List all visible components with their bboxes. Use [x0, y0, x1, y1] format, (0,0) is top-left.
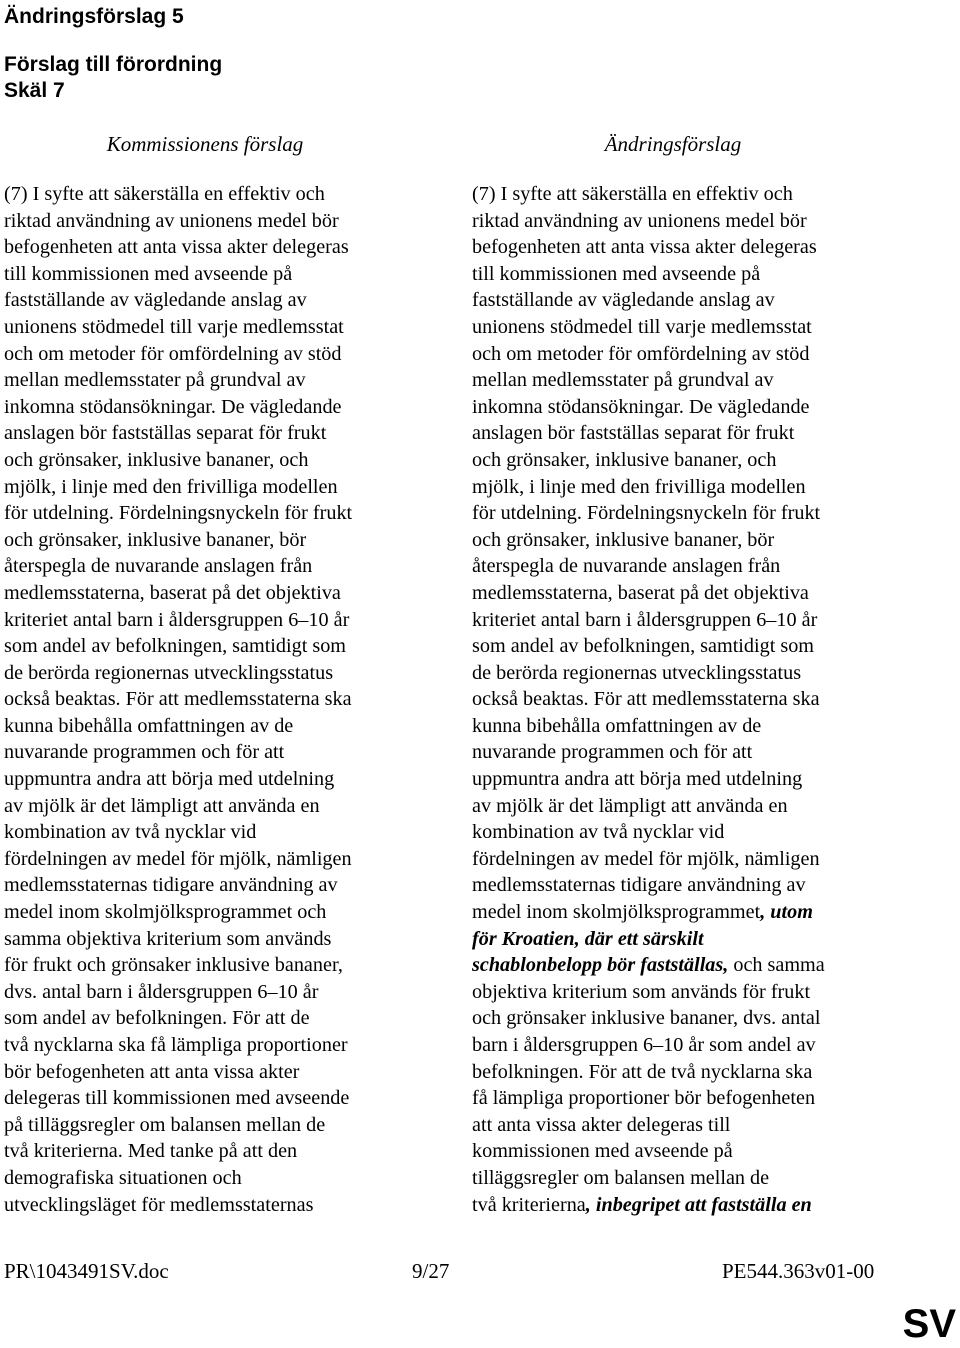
text-line: medlemsstaternas tidigare användning av [4, 874, 338, 897]
text-line: de berörda regionernas utvecklingsstatus [472, 661, 802, 684]
amendment-text [472, 181, 825, 1218]
text-line: av mjölk är det lämpligt att använda en [4, 794, 320, 817]
text-line: kombination av två nycklar vid [472, 821, 725, 844]
text-line: till kommissionen med avseende på [472, 262, 761, 285]
text-line: på tilläggsregler om balansen mellan de [4, 1113, 326, 1136]
document-reference: PR\1043491SV.doc [4, 1259, 169, 1283]
text-line: medlemsstaterna, baserat på det objektiva [472, 581, 809, 604]
proposal-label: Förslag till förordning [4, 53, 223, 76]
page-number: 9/27 [412, 1259, 450, 1283]
text-line: medel inom skolmjölksprogrammet och [4, 901, 327, 924]
text-line: för utdelning. Fördelningsnyckeln för frukt [472, 502, 821, 525]
text-line: fördelningen av medel för mjölk, nämligen [4, 847, 352, 870]
amended-text-segment: schablonbelopp bör fastställas, [472, 954, 729, 977]
text-line: kunna bibehålla omfattningen av de [4, 714, 294, 737]
text-line: riktad användning av unionens medel bör [472, 209, 807, 232]
text-line: återspegla de nuvarande anslagen från [472, 555, 781, 578]
text-line: befolkningen. För att de två nycklarna ska [472, 1060, 813, 1083]
text-line: och grönsaker, inklusive bananer, bör [472, 528, 775, 551]
text-line [472, 899, 825, 926]
text-line: fastställande av vägledande anslag av [4, 289, 307, 312]
text-line: inkomna stödansökningar. De vägledande [4, 395, 342, 418]
text-line: mellan medlemsstater på grundval av [4, 369, 306, 392]
text-line: som andel av befolkningen, samtidigt som [472, 635, 815, 658]
text-line: två kriterierna. Med tanke på att den [4, 1140, 298, 1163]
text-line: tilläggsregler om balansen mellan de [472, 1166, 770, 1189]
text-line: (7) I syfte att säkerställa en effektiv och [4, 183, 325, 205]
pe-reference: PE544.363v01-00 [722, 1259, 875, 1283]
text-line: de berörda regionernas utvecklingsstatus [4, 661, 334, 684]
text-line: av mjölk är det lämpligt att använda en [472, 794, 788, 817]
amendment-heading: Ändringsförslag [604, 132, 742, 156]
amended-text-segment: , utom [760, 901, 813, 924]
text-line: samma objektiva kriterium som används [4, 927, 332, 950]
text-line: dvs. antal barn i åldersgruppen 6–10 år [4, 980, 319, 1003]
text-line: medlemsstaterna, baserat på det objektiva [4, 581, 341, 604]
text-line: fastställande av vägledande anslag av [472, 289, 775, 312]
amended-text-segment: , inbegripet att fastställa en [585, 1193, 812, 1216]
text-line: kommissionen med avseende på [472, 1140, 733, 1163]
text-line: bör befogenheten att anta vissa akter [4, 1060, 300, 1083]
text-line: och grönsaker, inklusive bananer, bör [4, 528, 307, 551]
text-line: uppmuntra andra att börja med utdelning [4, 768, 335, 791]
text-line: och grönsaker inklusive bananer, dvs. antal [472, 1007, 821, 1030]
text-line: fördelningen av medel för mjölk, nämligen [472, 847, 820, 870]
text-line: till kommissionen med avseende på [4, 262, 293, 285]
amended-text-segment: för Kroatien, där ett särskilt [472, 927, 704, 950]
text-line: mjölk, i linje med den frivilliga modellen [4, 475, 338, 498]
text-line: delegeras till kommissionen med avseende [4, 1087, 350, 1110]
text-segment: och samma [728, 954, 825, 977]
text-line: anslagen bör fastställas separat för frukt [4, 422, 327, 445]
text-line: anslagen bör fastställas separat för frukt [472, 422, 795, 445]
text-line: nuvarande programmen och för att [472, 741, 753, 764]
text-line: uppmuntra andra att börja med utdelning [472, 768, 803, 791]
text-line: också beaktas. För att medlemsstaterna ska [472, 688, 820, 711]
text-line: befogenheten att anta vissa akter delegeras [4, 236, 349, 259]
text-segment: två kriterierna [472, 1193, 586, 1216]
text-line: och grönsaker, inklusive bananer, och [472, 448, 777, 471]
text-line: och om metoder för omfördelning av stöd [4, 342, 342, 365]
recital-label: Skäl 7 [4, 79, 65, 102]
text-line: demografiska situationen och [4, 1166, 242, 1189]
text-segment: medel inom skolmjölksprogrammet [472, 901, 761, 924]
text-line: riktad användning av unionens medel bör [4, 209, 339, 232]
text-line: objektiva kriterium som används för frukt [472, 980, 811, 1003]
text-line [472, 952, 825, 979]
text-line: kunna bibehålla omfattningen av de [472, 714, 762, 737]
text-line: inkomna stödansökningar. De vägledande [472, 395, 810, 418]
text-line: unionens stödmedel till varje medlemsstat [4, 315, 344, 338]
text-line: och grönsaker, inklusive bananer, och [4, 448, 309, 471]
text-line: kriteriet antal barn i åldersgruppen 6–10 år [472, 608, 818, 631]
text-line: för utdelning. Fördelningsnyckeln för frukt [4, 502, 353, 525]
text-line: utvecklingsläget för medlemsstaternas [4, 1193, 314, 1216]
text-line: mellan medlemsstater på grundval av [472, 369, 774, 392]
text-line: för frukt och grönsaker inklusive bananer, [4, 954, 343, 977]
text-line: befogenheten att anta vissa akter delegeras [472, 236, 817, 259]
text-line: barn i åldersgruppen 6–10 år som andel av [472, 1034, 816, 1056]
text-line: nuvarande programmen och för att [4, 741, 285, 764]
text-line: få lämpliga proportioner bör befogenheten [472, 1087, 816, 1110]
text-line [472, 1192, 825, 1219]
text-line: unionens stödmedel till varje medlemsstat [472, 315, 812, 338]
text-line: medlemsstaternas tidigare användning av [472, 874, 806, 897]
amendment-title: Ändringsförslag 5 [4, 5, 184, 28]
text-line: kombination av två nycklar vid [4, 821, 257, 844]
text-line: mjölk, i linje med den frivilliga modellen [472, 475, 806, 498]
text-line: kriteriet antal barn i åldersgruppen 6–10 år [4, 608, 350, 631]
text-line: som andel av befolkningen. För att de [4, 1007, 310, 1030]
text-line: också beaktas. För att medlemsstaterna ska [4, 688, 352, 711]
language-code: SV [902, 1302, 956, 1346]
text-line [472, 926, 825, 953]
commission-proposal-text [4, 181, 352, 1218]
text-line: och om metoder för omfördelning av stöd [472, 342, 810, 365]
text-line: att anta vissa akter delegeras till [472, 1113, 731, 1136]
text-line: som andel av befolkningen, samtidigt som [4, 635, 347, 658]
text-line: (7) I syfte att säkerställa en effektiv och [472, 183, 793, 205]
text-line: återspegla de nuvarande anslagen från [4, 555, 313, 578]
commission-proposal-heading: Kommissionens förslag [106, 132, 304, 156]
text-line: två nycklarna ska få lämpliga proportioner [4, 1034, 348, 1056]
